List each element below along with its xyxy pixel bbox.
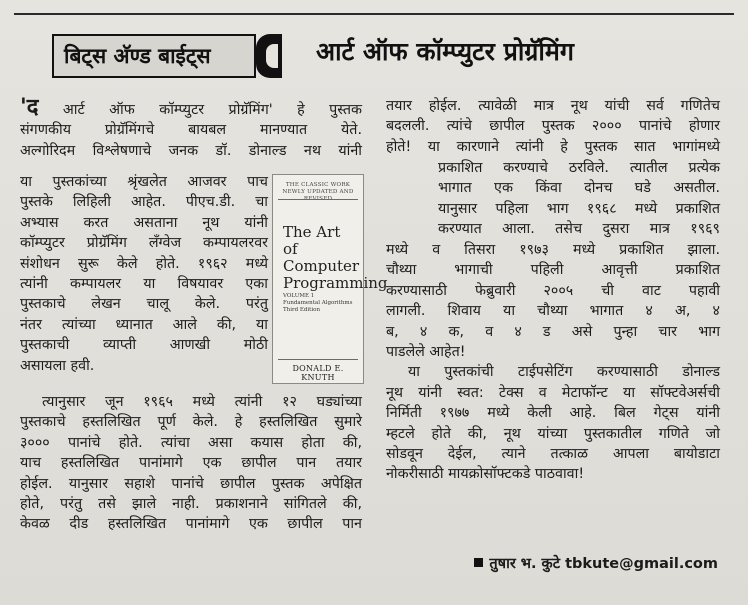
text-line: करण्यासाठी फेब्रुवारी २००५ ची वाट पहावी [386,282,720,299]
right-indent-block [438,158,720,240]
column-name: बिट्स अ‍ॅण्ड बाईट्स [64,44,211,68]
column-badge-box [52,34,256,78]
book-rule [278,199,358,200]
byline-email: tbkute@gmail.com [565,556,718,572]
lead-line: 'द आर्ट ऑफ कॉम्प्युटर प्रोग्रॅमिंग' हे पुस्तक [20,95,362,120]
text-line: ३००० पानांचे होते. त्यांचा असा कयास होता की, [20,434,362,451]
text-line: लागली. शिवाय या चौथ्या भागात ४ अ, ४ [386,303,720,320]
text-line: निर्मिती १९७७ मध्ये केली आहे. बिल गेट्स यांनी [386,405,720,422]
left-lead-block [20,95,362,161]
text-line: सोडवून देईल, त्याने तत्काळ आपला बायोडाटा [386,446,720,463]
right-top-block [386,96,720,157]
text-line: चौथ्या भागाची पहिली आवृत्ती प्रकाशित [386,262,720,279]
text-line: होते, परंतु तसे झाले नाही. प्रकाशनाने सांगितले की, [20,496,362,513]
text-line: बदलली. त्यांचे छापील पुस्तक २००० पानांचे होणार [386,118,720,135]
text-line: अभ्यास करत असताना नूथ यांनी [20,214,268,231]
left-wrap-block [20,172,268,376]
column-badge [52,34,277,78]
headline: आर्ट ऑफ कॉम्प्युटर प्रोग्रॅमिंग [316,37,574,66]
text-line: पुस्तकाचे लेखन चालू केले. परंतु [20,296,268,313]
text-line: याच हस्तलिखित पानांमागे एक छापील पान तयार [20,455,362,472]
text-line: या पुस्तकांच्या श्रृंखलेत आजवर पाच [20,174,268,190]
byline-author: तुषार भ. कुटे [489,556,560,572]
text-line: असायला हवी. [20,357,95,374]
text-line: त्यांनी कम्पायलर या विषयावर एका [20,276,268,293]
square-bullet-icon [474,558,483,567]
text-line: नूथ यांनी स्वत: टेक्स व मेटाफॉन्ट या सॉफ्टवेअर्सची [386,384,720,401]
text-line: प्रकाशित करण्याचे ठरविले. त्यातील प्रत्येक [438,160,720,176]
badge-arrow-icon [256,34,282,78]
drop-cap: 'द [20,95,39,120]
book-rule [278,359,358,360]
text-line: पुस्तकाचे हस्तलिखित पूर्ण केले. हे हस्तलिखित सुमारे [20,414,362,431]
text-line: त्यानुसार जून १९६५ मध्ये त्यांनी १२ घड्यांच्या [42,394,362,410]
book-volume: VOLUME 1 Fundamental Algorithms Third Edition [283,293,353,313]
book-series: THE CLASSIC WORK NEWLY UPDATED AND [282,182,354,195]
right-rest-block [386,240,720,485]
text-line: म्हटले होते की, नूथ यांच्या पुस्तकातील गणिते जो [386,425,720,442]
text-line: तयार होईल. त्यावेळी मात्र नूथ यांची सर्व गणितेच [386,98,720,114]
text-line: नोकरीसाठी मायक्रोसॉफ्टकडे पाठवावा! [386,466,585,483]
lead-line: अल्गोरिदम विश्लेषणाचे जनक डॉ. डोनाल्ड नथ यांनी [20,142,362,159]
text-line: या पुस्तकांची टाईपसेटिंग करण्यासाठी डोनाल्ड [408,364,720,381]
text-line: यानुसार पहिला भाग १९६८ मध्ये प्रकाशित [438,200,720,217]
text-line: पाडलेले आहेत! [386,344,466,361]
text-line: नंतर त्यांच्या ध्यानात आले की, या [20,316,268,333]
book-cover-image [272,174,388,384]
lead-line: संगणकीय प्रोग्रॅमिंगचे बायबल मानण्यात येते. [20,122,362,139]
text-line: पुस्तके लिहिली आहेत. पीएच.डी. चा [20,194,268,211]
book-author: DONALD E. KNUTH [292,364,344,382]
book-title: The Art of Computer Programming [283,223,388,292]
byline [474,553,718,573]
text-line: होते! या कारणाने त्यांनी हे पुस्तक सात भागांमध्ये [386,138,720,155]
left-para-2 [20,392,362,535]
text-line: मध्ये व तिसरा १९७३ मध्ये प्रकाशित झाला. [386,242,720,258]
top-rule [14,13,734,15]
text-line: कॉम्प्युटर प्रोग्रॅमिंग लँग्वेज कम्पायलरवर [20,235,268,252]
text-line: संशोधन सुरू केले होते. १९६२ मध्ये [20,255,268,272]
text-line: करण्यात आला. तसेच दुसरा मात्र १९६९ [438,221,720,238]
text-line: होईल. यानुसार सहाशे पानांचे छापील पुस्तक अपेक्षित [20,475,362,492]
text-line: भागात एक किंवा दोनच घडे असतील. [438,180,720,197]
text-line: केवळ दीड हस्तलिखित पानांमागे एक छापील पान [20,516,362,533]
text-line: ब, ४ क, व ४ ड असे पुन्हा चार भाग [386,323,720,340]
text-line: पुस्तकाची व्याप्ती आणखी मोठी [20,337,268,354]
